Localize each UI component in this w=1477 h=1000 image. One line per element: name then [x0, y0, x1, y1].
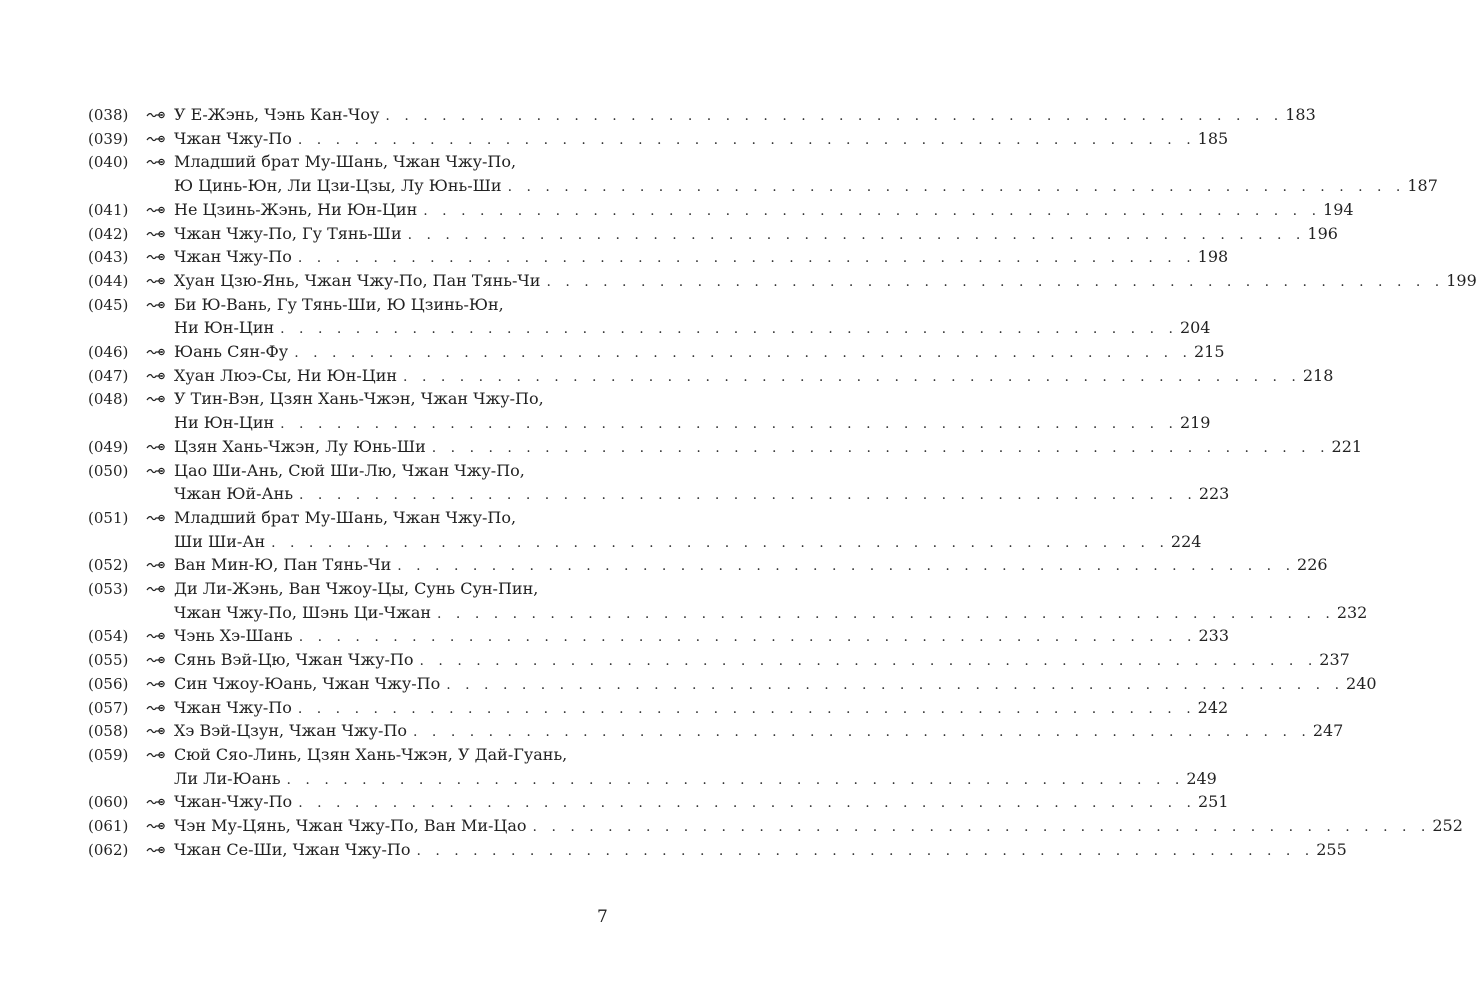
entry-line [174, 245, 1229, 269]
entry-page: 219 [1179, 413, 1211, 433]
entry-number: (050) [88, 461, 129, 480]
leader-dots: . . . . . . . . . . . . . . . . . . . . . . . . . . . . . . . . . . . . . . . . . . . . . . . . [280, 321, 1178, 338]
leader-dots: . . . . . . . . . . . . . . . . . . . . . . . . . . . . . . . . . . . . . . . . . . . . . . . . [423, 202, 1322, 219]
ornament-icon [146, 655, 166, 665]
entry-line [174, 553, 1328, 577]
entry-number: (047) [88, 366, 129, 385]
leader-dots: . . . . . . . . . . . . . . . . . . . . . . . . . . . . . . . . . . . . . . . . . . . . . . . . [416, 842, 1315, 859]
entry-line [174, 174, 1438, 198]
entry-line [174, 814, 1463, 838]
entry-title: Чжан-Чжу-По [174, 792, 293, 812]
entry-page: 187 [1407, 176, 1438, 196]
entry-number: (042) [88, 224, 129, 243]
entry-line [174, 269, 1477, 293]
toc-entry[interactable] [0, 435, 1363, 459]
ornament-icon [146, 631, 166, 641]
entry-line [174, 293, 607, 317]
leader-dots: . . . . . . . . . . . . . . . . . . . . . . . . . . . . . . . . . . . . . . . . . . . . . . . . [407, 226, 1306, 243]
toc-entry[interactable] [0, 103, 1316, 127]
toc-entry[interactable] [0, 790, 1229, 814]
leader-dots: . . . . . . . . . . . . . . . . . . . . . . . . . . . . . . . . . . . . . . . . . . . . . . . . [419, 653, 1318, 670]
ornament-icon [146, 513, 166, 523]
toc-entry[interactable] [0, 245, 1229, 269]
entry-page: 215 [1193, 342, 1225, 361]
entry-page: 194 [1323, 199, 1354, 219]
entry-title: Чэн Му-Цянь, Чжан Чжу-По, Ван Ми-Цао [174, 816, 527, 835]
ornament-icon [146, 750, 166, 760]
ornament-icon [146, 584, 166, 594]
entry-number: (055) [88, 651, 129, 670]
entry-page: 199 [1446, 270, 1477, 290]
entry-title: Ю Цинь-Юн, Ли Цзи-Цзы, Лу Юнь-Ши [174, 176, 502, 196]
leader-dots: . . . . . . . . . . . . . . . . . . . . . . . . . . . . . . . . . . . . . . . . . . . . . . . . [271, 534, 1169, 551]
entry-page: 237 [1319, 650, 1350, 670]
leader-dots: . . . . . . . . . . . . . . . . . . . . . . . . . . . . . . . . . . . . . . . . . . . . . . . . [431, 439, 1330, 456]
toc-entry[interactable] [0, 459, 1230, 506]
entry-line [174, 411, 1211, 435]
ornament-icon [146, 347, 166, 357]
entry-line [174, 790, 1229, 814]
entry-line [174, 672, 1377, 696]
ornament-icon [146, 845, 166, 855]
entry-page: 240 [1346, 673, 1377, 693]
leader-dots: . . . . . . . . . . . . . . . . . . . . . . . . . . . . . . . . . . . . . . . . . . . . . . . . [298, 629, 1197, 646]
entry-number: (048) [88, 390, 129, 409]
entry-number: (053) [88, 580, 129, 598]
toc-entry[interactable] [0, 198, 1354, 222]
toc-entry[interactable] [0, 719, 1344, 743]
entry-title: Ни Юн-Цин [174, 318, 275, 338]
entry-line [174, 316, 1211, 340]
ornament-icon [146, 797, 166, 807]
leader-dots: . . . . . . . . . . . . . . . . . . . . . . . . . . . . . . . . . . . . . . . . . . . . . . . . [385, 108, 1284, 124]
entry-line [174, 838, 1347, 862]
entry-line [174, 103, 1316, 127]
ornament-icon [146, 703, 166, 713]
toc-entry[interactable] [0, 553, 1328, 577]
ornament-icon [146, 252, 166, 262]
entry-page: 249 [1186, 768, 1217, 788]
entry-line [174, 506, 607, 530]
entry-title: У Тин-Вэн, Цзян Хань-Чжэн, Чжан Чжу-По, [174, 389, 544, 409]
entry-title: Хуан Цзю-Янь, Чжан Чжу-По, Пан Тянь-Чи [174, 270, 541, 290]
entry-line [174, 696, 1229, 720]
entry-number: (043) [88, 248, 129, 267]
entry-page: 223 [1198, 484, 1230, 504]
entry-number: (056) [88, 674, 129, 693]
entry-title: Хуан Люэ-Сы, Ни Юн-Цин [174, 365, 398, 385]
entry-number: (039) [88, 129, 129, 148]
entry-line [174, 482, 1230, 506]
leader-dots: . . . . . . . . . . . . . . . . . . . . . . . . . . . . . . . . . . . . . . . . . . . . . . . . [298, 795, 1196, 812]
entry-title: Цао Ши-Ань, Сюй Ши-Лю, Чжан Чжу-По, [174, 460, 525, 480]
entry-page: 252 [1432, 816, 1463, 835]
entry-number: (041) [88, 200, 129, 219]
toc-entry[interactable] [0, 387, 1211, 434]
entry-line [174, 127, 1229, 151]
entry-title: Сюй Сяо-Линь, Цзян Хань-Чжэн, У Дай-Гуань, [174, 744, 568, 764]
entry-page: 247 [1312, 721, 1344, 741]
leader-dots: . . . . . . . . . . . . . . . . . . . . . . . . . . . . . . . . . . . . . . . . . . . . . . . . [297, 700, 1196, 717]
entry-page: 204 [1179, 318, 1211, 338]
entry-line [174, 648, 1350, 672]
leader-dots: . . . . . . . . . . . . . . . . . . . . . . . . . . . . . . . . . . . . . . . . . . . . . . . . [507, 179, 1406, 196]
entry-number: (045) [88, 295, 129, 314]
entry-title: Ни Юн-Цин [174, 413, 275, 433]
entry-number: (061) [88, 817, 129, 835]
entry-number: (057) [88, 698, 129, 717]
entry-line [174, 459, 607, 483]
entry-line [174, 767, 1217, 791]
ornament-icon [146, 157, 166, 167]
entry-title: Чжан Чжу-По [174, 697, 292, 717]
leader-dots: . . . . . . . . . . . . . . . . . . . . . . . . . . . . . . . . . . . . . . . . . . . . . . . . [446, 676, 1345, 693]
ornament-icon [146, 371, 166, 381]
entry-title: Хэ Вэй-Цзун, Чжан Чжу-По [174, 721, 408, 741]
entry-number: (038) [88, 106, 129, 124]
entry-number: (049) [88, 437, 129, 456]
entry-page: 185 [1197, 128, 1229, 148]
entry-line [174, 435, 1363, 459]
leader-dots: . . . . . . . . . . . . . . . . . . . . . . . . . . . . . . . . . . . . . . . . . . . . . . . . [297, 250, 1196, 267]
toc-entry[interactable] [0, 648, 1350, 672]
entry-number: (060) [88, 793, 129, 812]
ornament-icon [146, 110, 166, 120]
entry-title: Би Ю-Вань, Гу Тянь-Ши, Ю Цзинь-Юн, [174, 294, 504, 314]
entry-page: 242 [1197, 697, 1229, 717]
entry-number: (046) [88, 343, 129, 361]
entry-title: Чжан Юй-Ань [174, 484, 294, 504]
entry-line [174, 743, 607, 767]
ornament-icon [146, 466, 166, 476]
entry-page: 183 [1285, 105, 1316, 124]
leader-dots: . . . . . . . . . . . . . . . . . . . . . . . . . . . . . . . . . . . . . . . . . . . . . . . . [299, 487, 1197, 504]
entry-title: У Е-Жэнь, Чэнь Кан-Чоу [174, 105, 380, 124]
entry-page: 198 [1197, 247, 1229, 267]
entry-page: 218 [1302, 365, 1334, 385]
toc-entry[interactable] [0, 293, 1211, 340]
toc-entry[interactable] [0, 127, 1229, 151]
ornament-icon [146, 300, 166, 310]
ornament-icon [146, 442, 166, 452]
entry-number: (054) [88, 627, 129, 646]
entry-line [174, 577, 607, 601]
entry-title: Ши Ши-Ан [174, 531, 266, 551]
entry-line [174, 387, 607, 411]
entry-page: 251 [1197, 792, 1229, 812]
entry-page: 221 [1331, 436, 1363, 456]
entry-title: Сянь Вэй-Цю, Чжан Чжу-По [174, 650, 414, 670]
ornament-icon [146, 679, 166, 689]
entry-number: (059) [88, 745, 129, 764]
leader-dots: . . . . . . . . . . . . . . . . . . . . . . . . . . . . . . . . . . . . . . . . . . . . . . . . [403, 368, 1301, 385]
ornament-icon [146, 726, 166, 736]
leader-dots: . . . . . . . . . . . . . . . . . . . . . . . . . . . . . . . . . . . . . . . . . . . . . . . . [437, 605, 1335, 622]
ornament-icon [146, 229, 166, 239]
ornament-icon [146, 821, 166, 831]
entry-line [174, 601, 1368, 625]
entry-title: Младший брат Му-Шань, Чжан Чжу-По, [174, 507, 517, 527]
ornament-icon [146, 276, 166, 286]
toc-entry[interactable] [0, 269, 1477, 293]
entry-page: 196 [1307, 223, 1338, 243]
entry-title: Не Цзинь-Жэнь, Ни Юн-Цин [174, 199, 418, 219]
toc-entry[interactable] [0, 696, 1229, 720]
entry-line [174, 364, 1334, 388]
entry-number: (040) [88, 153, 129, 172]
toc-entry[interactable] [0, 506, 1202, 553]
leader-dots: . . . . . . . . . . . . . . . . . . . . . . . . . . . . . . . . . . . . . . . . . . . . . . . . [546, 273, 1445, 290]
toc-entry[interactable] [0, 814, 1463, 838]
ornament-icon [146, 394, 166, 404]
entry-number: (044) [88, 271, 129, 290]
ornament-icon [146, 205, 166, 215]
toc-entry[interactable] [0, 340, 1225, 364]
entry-page: 255 [1316, 839, 1347, 859]
entry-line [174, 624, 1230, 648]
toc-entry[interactable] [0, 672, 1377, 696]
leader-dots: . . . . . . . . . . . . . . . . . . . . . . . . . . . . . . . . . . . . . . . . . . . . . . . . [397, 558, 1296, 575]
entry-title: Чжан Чжу-По [174, 128, 292, 148]
entry-page: 232 [1336, 602, 1368, 622]
entry-page: 233 [1198, 626, 1230, 646]
entry-number: (051) [88, 508, 129, 527]
page-number: 7 [597, 907, 608, 927]
toc-entry[interactable] [0, 364, 1334, 388]
entry-title: Чэнь Хэ-Шань [174, 626, 293, 646]
toc-entry[interactable] [0, 222, 1338, 246]
entry-title: Чжан Чжу-По, Шэнь Ци-Чжан [174, 602, 432, 622]
entry-title: Цзян Хань-Чжэн, Лу Юнь-Ши [174, 436, 426, 456]
entry-line [174, 150, 607, 174]
entry-title: Чжан Чжу-По [174, 247, 292, 267]
toc-entry[interactable] [0, 624, 1230, 648]
entry-title: Чжан Се-Ши, Чжан Чжу-По [174, 839, 411, 859]
entry-page: 224 [1170, 531, 1202, 551]
ornament-icon [146, 560, 166, 570]
leader-dots: . . . . . . . . . . . . . . . . . . . . . . . . . . . . . . . . . . . . . . . . . . . . . . . . [286, 771, 1185, 788]
entry-line [174, 530, 1202, 554]
leader-dots: . . . . . . . . . . . . . . . . . . . . . . . . . . . . . . . . . . . . . . . . . . . . . . . . [297, 131, 1196, 148]
entry-number: (058) [88, 722, 129, 741]
entry-title: Юань Сян-Фу [174, 342, 289, 361]
entry-number: (062) [88, 840, 129, 859]
entry-title: Чжан Чжу-По, Гу Тянь-Ши [174, 223, 402, 243]
leader-dots: . . . . . . . . . . . . . . . . . . . . . . . . . . . . . . . . . . . . . . . . . . . . . . . . [294, 345, 1192, 361]
entry-page: 226 [1297, 555, 1328, 575]
leader-dots: . . . . . . . . . . . . . . . . . . . . . . . . . . . . . . . . . . . . . . . . . . . . . . . . [413, 724, 1311, 741]
toc-entry[interactable] [0, 577, 1368, 624]
entry-title: Ван Мин-Ю, Пан Тянь-Чи [174, 555, 392, 575]
ornament-icon [146, 134, 166, 144]
entry-line [174, 198, 1354, 222]
entry-title: Младший брат Му-Шань, Чжан Чжу-По, [174, 152, 517, 172]
toc-entry[interactable] [0, 838, 1347, 862]
leader-dots: . . . . . . . . . . . . . . . . . . . . . . . . . . . . . . . . . . . . . . . . . . . . . . . . [280, 416, 1178, 433]
leader-dots: . . . . . . . . . . . . . . . . . . . . . . . . . . . . . . . . . . . . . . . . . . . . . . . . [532, 819, 1431, 835]
entry-line [174, 719, 1344, 743]
entry-line [174, 222, 1338, 246]
entry-title: Ли Ли-Юань [174, 768, 281, 788]
entry-number: (052) [88, 556, 129, 575]
entry-line [174, 340, 1225, 364]
entry-title: Ди Ли-Жэнь, Ван Чжоу-Цы, Сунь Сун-Пин, [174, 579, 539, 598]
toc-entry[interactable] [0, 150, 1438, 197]
toc-entry[interactable] [0, 743, 1217, 790]
entry-title: Син Чжоу-Юань, Чжан Чжу-По [174, 673, 441, 693]
